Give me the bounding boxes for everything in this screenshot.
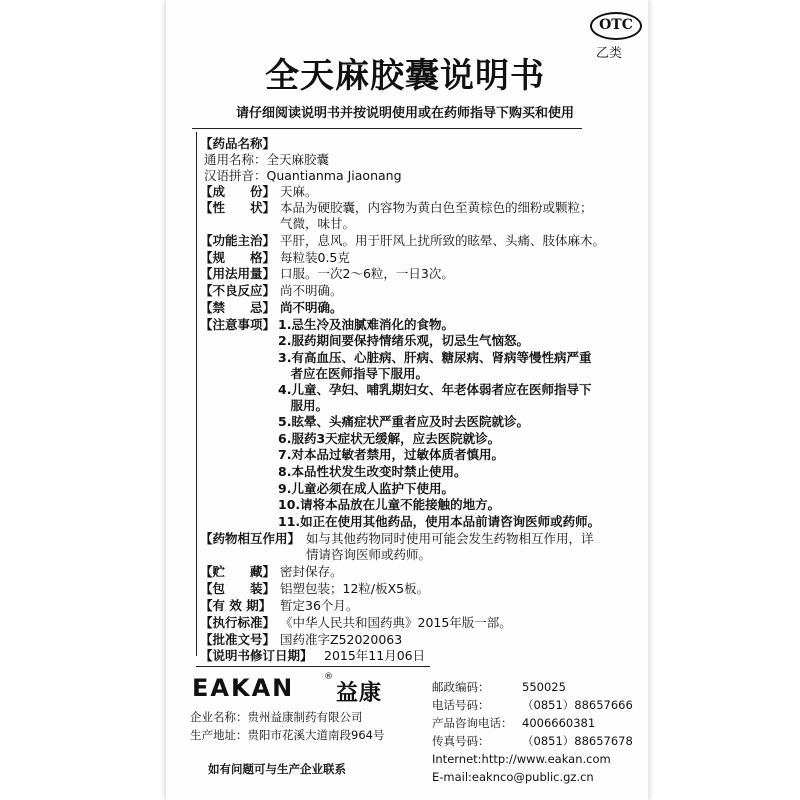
precaution-item: 10.请将本品放在儿童不能接触的地方。 — [278, 497, 501, 512]
label-properties: 【性 状】 — [200, 200, 276, 215]
precaution-item: 11.如正在使用其他药品，使用本品前请咨询医师或药师。 — [278, 514, 601, 529]
specification: 每粒装0.5克 — [280, 250, 350, 265]
fax-row — [432, 734, 633, 749]
left-border — [196, 132, 197, 656]
storage: 密封保存。 — [280, 564, 343, 579]
contraindications: 尚不明确。 — [280, 300, 343, 315]
precaution-item: 6.服药3天症状无缓解，应去医院就诊。 — [278, 431, 501, 446]
phone: （0851）88657666 — [522, 698, 633, 712]
top-divider — [192, 128, 582, 129]
hotline-label: 产品咨询电话： — [432, 716, 513, 730]
company-name: 企业名称：贵州益康制药有限公司 — [190, 710, 363, 724]
interactions-line-2: 情请咨询医师或药师。 — [306, 547, 432, 562]
hotline-row — [432, 716, 595, 731]
company-address: 生产地址：贵阳市花溪大道南段964号 — [190, 728, 385, 742]
label-standard: 【执行标准】 — [200, 615, 276, 630]
standard: 《中华人民共和国药典》2015年版一部。 — [280, 615, 512, 630]
precaution-item: 服用。 — [278, 398, 329, 413]
validity: 暂定36个月。 — [280, 598, 359, 613]
label-interactions: 【药物相互作用】 — [200, 531, 301, 546]
label-usage: 【用法用量】 — [200, 266, 276, 281]
label-drug-name: 【药品名称】 — [200, 136, 276, 151]
label-revision-date: 【说明书修订日期】 — [200, 648, 313, 663]
page-subtitle: 请仔细阅读说明书并按说明使用或在药师指导下购买和使用 — [235, 106, 574, 121]
label-composition: 【成 份】 — [200, 184, 276, 199]
postcode-row — [432, 680, 566, 695]
label-precautions: 【注意事项】 — [200, 317, 276, 332]
precaution-item: 8.本品性状发生改变时禁止使用。 — [278, 464, 467, 479]
email: E-mail:eaknco@public.gz.cn — [432, 770, 594, 784]
composition: 天麻。 — [280, 184, 318, 199]
precaution-item: 3.有高血压、心脏病、肝病、糖尿病、肾病等慢性病严重 — [278, 350, 592, 365]
precaution-item: 者应在医师指导下服用。 — [278, 366, 429, 381]
label-specification: 【规 格】 — [200, 250, 276, 265]
precaution-item: 4.儿童、孕妇、哺乳期妇女、年老体弱者应在医师指导下 — [278, 382, 592, 397]
pinyin-name: 汉语拼音：Quantianma Jiaonang — [204, 168, 402, 183]
label-package: 【包 装】 — [200, 581, 276, 596]
precaution-item: 2.服药期间要保持情绪乐观，切忌生气恼怒。 — [278, 333, 529, 348]
label-adverse: 【不良反应】 — [200, 283, 276, 298]
label-indications: 【功能主治】 — [200, 233, 276, 248]
phone-label: 电话号码： — [432, 698, 490, 712]
indications: 平肝，息风。用于肝风上扰所致的眩晕、头痛、肢体麻木。 — [280, 233, 606, 248]
registered-mark: ® — [324, 672, 333, 682]
contact-note: 如有问题可与生产企业联系 — [208, 762, 346, 776]
fax: （0851）88657678 — [522, 734, 633, 748]
approval-number: 国药准字Z52020063 — [280, 632, 403, 647]
properties-line-1: 本品为硬胶囊，内容物为黄白色至黄棕色的细粉或颗粒； — [280, 200, 593, 215]
phone-row — [432, 698, 633, 713]
otc-category: 乙类 — [596, 46, 623, 61]
generic-name: 通用名称：全天麻胶囊 — [204, 152, 330, 167]
precaution-item: 7.对本品过敏者禁用，过敏体质者慎用。 — [278, 447, 504, 462]
label-validity: 【有 效 期】 — [200, 598, 272, 613]
precaution-item: 9.儿童必须在成人监护下使用。 — [278, 481, 454, 496]
precaution-item: 5.眩晕、头痛症状严重者应及时去医院就诊。 — [278, 414, 529, 429]
package: 铝塑包装；12粒/板X5板。 — [280, 581, 430, 596]
fax-label: 传真号码： — [432, 734, 490, 748]
interactions-line-1: 如与其他药物同时使用可能会发生药物相互作用，详 — [306, 531, 594, 546]
revision-date: 2015年11月06日 — [324, 648, 426, 663]
label-approval: 【批准文号】 — [200, 632, 276, 647]
website: Internet:http://www.eakan.com — [432, 752, 611, 766]
adverse: 尚不明确。 — [280, 283, 343, 298]
postcode-label: 邮政编码： — [432, 680, 490, 694]
otc-badge: OTC — [590, 12, 642, 40]
label-contraindications: 【禁 忌】 — [200, 300, 276, 315]
properties-line-2: 气微，味甘。 — [280, 216, 356, 231]
bottom-divider — [196, 666, 430, 667]
page-title: 全天麻胶囊说明书 — [265, 56, 545, 96]
postcode: 550025 — [522, 680, 566, 694]
brand-logo-cn: 益康 — [336, 681, 383, 706]
precaution-item: 1.忌生冷及油腻难消化的食物。 — [278, 317, 454, 332]
brand-logo-en: EAKAN — [192, 674, 295, 702]
usage: 口服。一次2～6粒，一日3次。 — [280, 266, 454, 281]
hotline: 4006660381 — [522, 716, 596, 730]
label-storage: 【贮 藏】 — [200, 564, 276, 579]
